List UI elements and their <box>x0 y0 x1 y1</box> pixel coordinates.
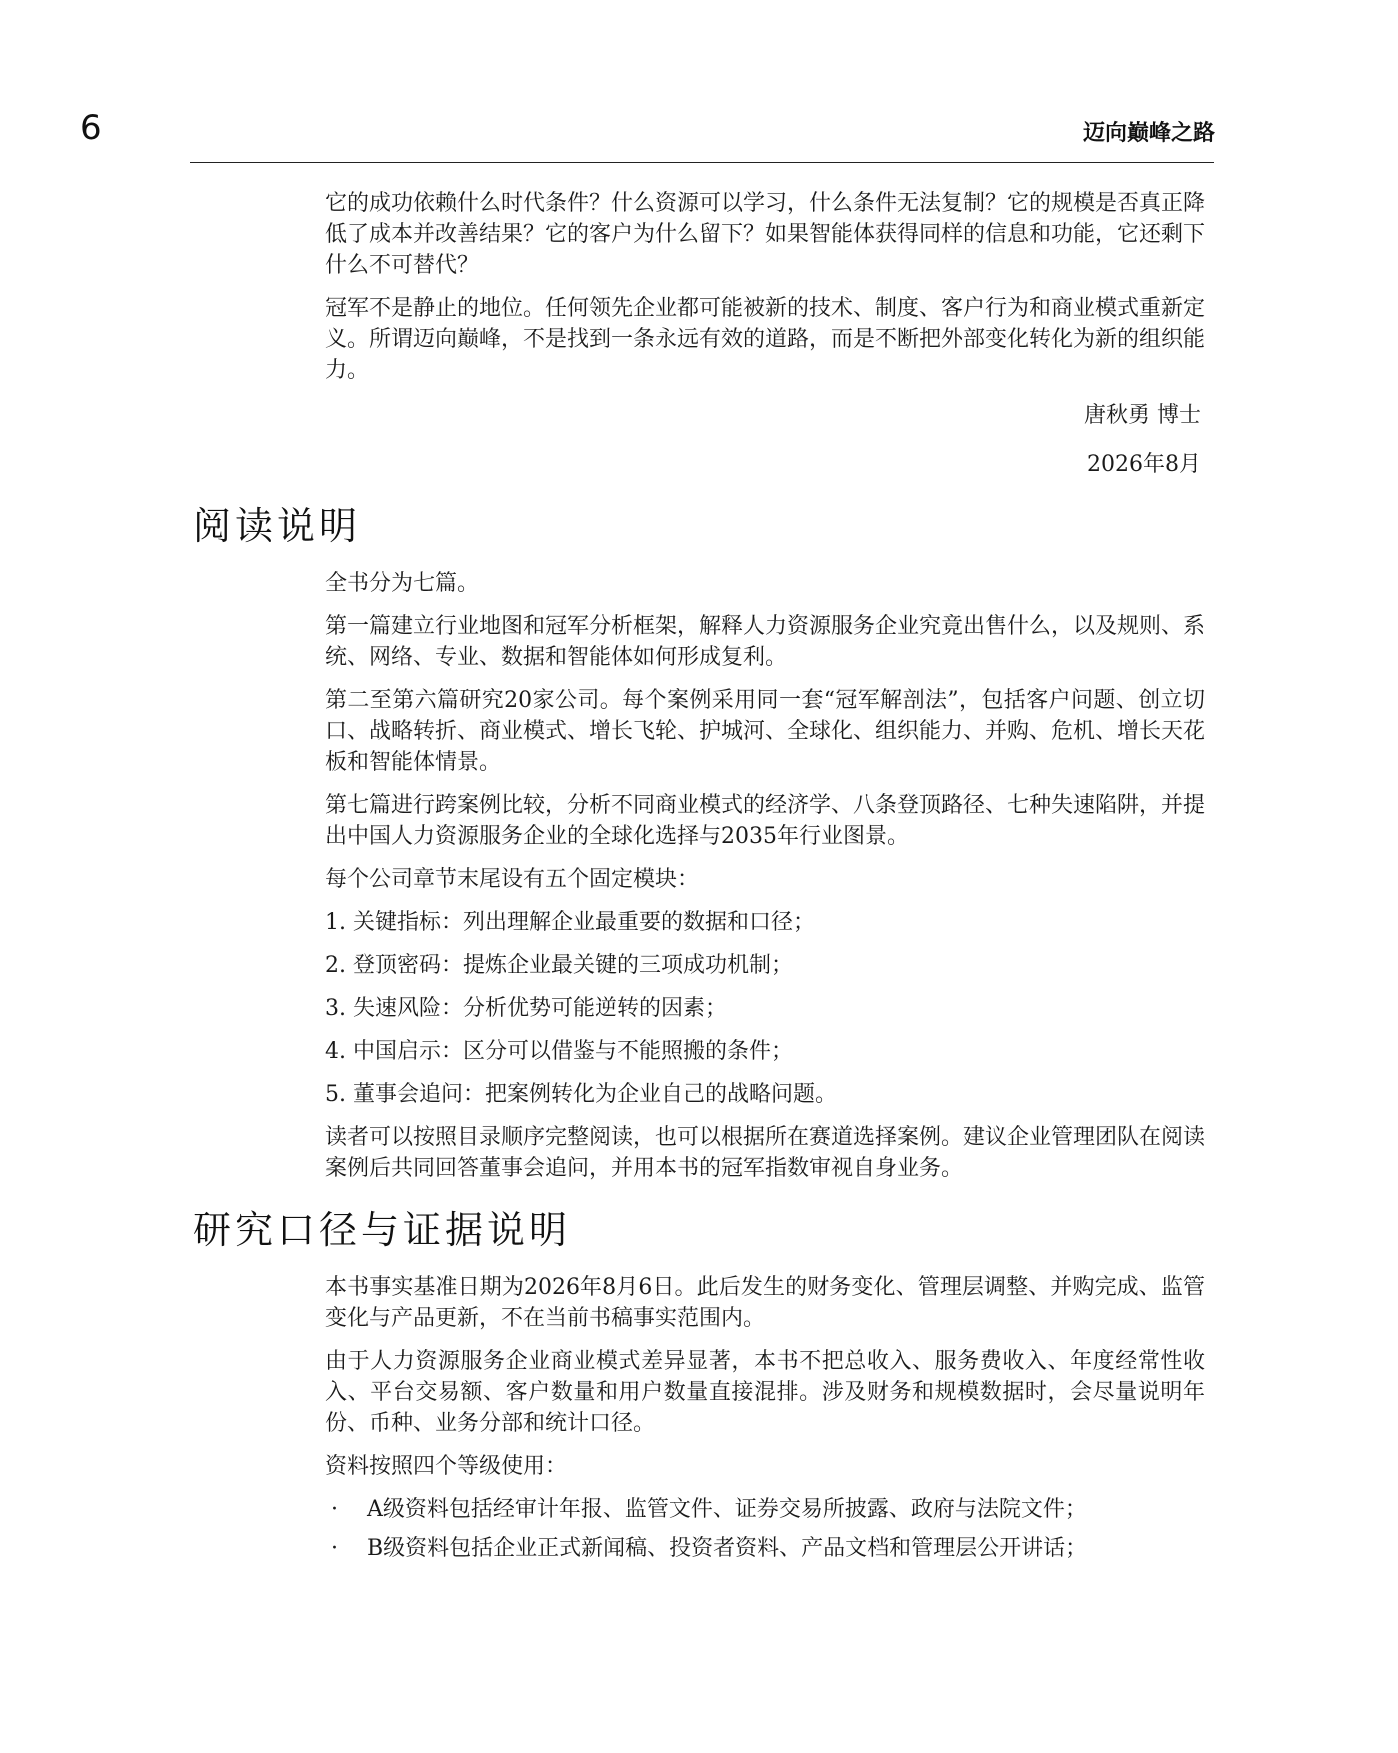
module-item: 3. 失速风险：分析优势可能逆转的因素； <box>325 996 727 1021</box>
intro-section <box>325 188 1205 480</box>
signature-name: 唐秋勇 博士 <box>1084 403 1201 428</box>
page-number: 6 <box>80 108 102 148</box>
intro-paragraph: 冠军不是静止的地位。任何领先企业都可能被新的技术、制度、客户行为和商业模式重新定义。所谓迈向巅峰，不是找到一条永远有效的道路，而是不断把外部变化转化为新的组织能力。 <box>325 296 1206 383</box>
evidence-level-text: B级资料包括企业正式新闻稿、投资者资料、产品文档和管理层公开讲话； <box>367 1536 1088 1561</box>
reading-guide-paragraph: 每个公司章节末尾设有五个固定模块： <box>325 867 700 892</box>
bullet-dot: · <box>331 1536 338 1561</box>
bullet-dot: · <box>331 1497 338 1522</box>
intro-paragraph: 它的成功依赖什么时代条件？什么资源可以学习，什么条件无法复制？它的规模是否真正降低了成本并改善结果？它的客户为什么留下？如果智能体获得同样的信息和功能，它还剩下什么不可替代？ <box>325 191 1206 278</box>
evidence-level-text: A级资料包括经审计年报、监管文件、证券交易所披露、政府与法院文件； <box>367 1497 1087 1522</box>
module-item: 2. 登顶密码：提炼企业最关键的三项成功机制； <box>325 953 793 978</box>
reading-guide-paragraph: 第七篇进行跨案例比较，分析不同商业模式的经济学、八条登顶路径、七种失速陷阱，并提出中国人力资源服务企业的全球化选择与2035年行业图景。 <box>325 793 1206 849</box>
reading-guide-closing: 读者可以按照目录顺序完整阅读，也可以根据所在赛道选择案例。建议企业管理团队在阅读案例后共同回答董事会追问，并用本书的冠军指数审视自身业务。 <box>325 1125 1206 1181</box>
evidence-level-item <box>325 1494 1205 1525</box>
reading-guide-section <box>325 568 1205 1184</box>
reading-guide-paragraph: 全书分为七篇。 <box>325 571 480 596</box>
section-heading-research-notes: 研究口径与证据说明 <box>193 1208 572 1252</box>
research-notes-section <box>325 1272 1205 1564</box>
research-paragraph: 资料按照四个等级使用： <box>325 1454 568 1479</box>
page-content <box>0 188 1398 1572</box>
module-list <box>325 907 1205 1110</box>
header-rule <box>190 162 1214 163</box>
section-heading-reading-guide: 阅读说明 <box>193 504 362 548</box>
signature-date: 2026年8月 <box>1087 452 1201 477</box>
module-item: 4. 中国启示：区分可以借鉴与不能照搬的条件； <box>325 1039 793 1064</box>
running-title: 迈向巅峰之路 <box>1082 121 1215 146</box>
module-item: 1. 关键指标：列出理解企业最重要的数据和口径； <box>325 910 815 935</box>
module-item: 5. 董事会追问：把案例转化为企业自己的战略问题。 <box>325 1082 837 1107</box>
research-paragraph: 由于人力资源服务企业商业模式差异显著，本书不把总收入、服务费收入、年度经常性收入、平台交易额、客户数量和用户数量直接混排。涉及财务和规模数据时，会尽量说明年份、币种、业务分部和统计口径。 <box>325 1349 1205 1436</box>
reading-guide-paragraph: 第一篇建立行业地图和冠军分析框架，解释人力资源服务企业究竟出售什么，以及规则、系统、网络、专业、数据和智能体如何形成复利。 <box>325 614 1206 670</box>
evidence-level-list <box>325 1494 1205 1564</box>
reading-guide-paragraph: 第二至第六篇研究20家公司。每个案例采用同一套“冠军解剖法”，包括客户问题、创立切口、战略转折、商业模式、增长飞轮、护城河、全球化、组织能力、并购、危机、增长天花板和智能体情景。 <box>325 688 1206 775</box>
research-paragraph: 本书事实基准日期为2026年8月6日。此后发生的财务变化、管理层调整、并购完成、监管变化与产品更新，不在当前书稿事实范围内。 <box>325 1275 1205 1331</box>
evidence-level-item <box>325 1533 1205 1564</box>
